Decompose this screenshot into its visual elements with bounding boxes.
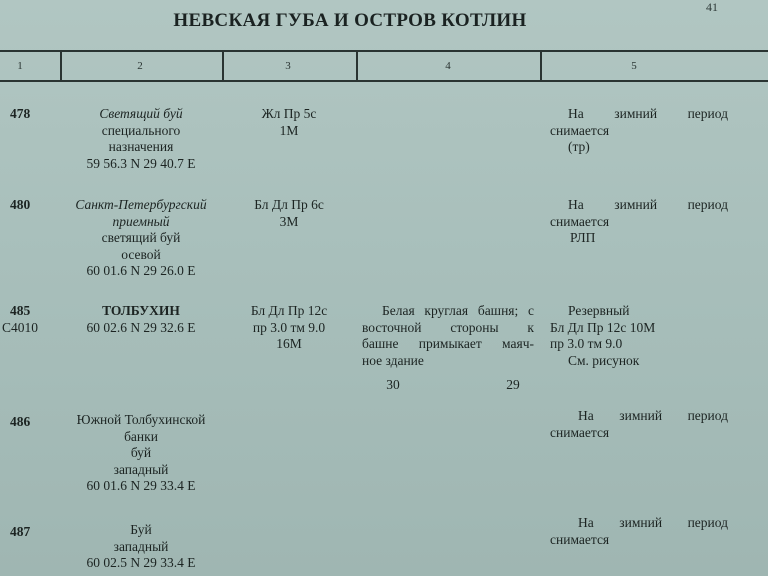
entry-coords: 59 56.3 N 29 40.7 E bbox=[86, 155, 196, 171]
column-header-3: 3 bbox=[285, 60, 291, 72]
entry-name-line: банки bbox=[124, 428, 158, 444]
entry-number: 480 bbox=[10, 197, 31, 212]
entry-name bbox=[60, 197, 222, 280]
entry-name-line: Светящий буй bbox=[99, 106, 183, 121]
entry-number: 487 bbox=[10, 524, 31, 539]
column-header-1: 1 bbox=[17, 60, 23, 72]
entry-number: 485 bbox=[10, 303, 31, 318]
notes-line: снимается bbox=[550, 122, 610, 138]
notes-line: (тр) bbox=[568, 139, 590, 154]
entry-coords: 60 02.6 N 29 32.6 E bbox=[86, 319, 196, 335]
header-top-rule bbox=[0, 50, 768, 52]
notes-line: Бл Дл Пр 12с 10М bbox=[550, 319, 656, 335]
entry-coords: 60 01.6 N 29 26.0 E bbox=[86, 263, 196, 278]
description-line: ное здание bbox=[362, 352, 424, 368]
light-characteristics bbox=[222, 106, 356, 139]
entry-name-line: западный bbox=[113, 538, 169, 554]
notes-line: снимается bbox=[550, 424, 610, 440]
entry-name-line: буй bbox=[130, 445, 152, 460]
notes-line: снимается bbox=[550, 531, 610, 547]
notes-line: снимается bbox=[550, 213, 610, 229]
entry-coords: 60 02.5 N 29 33.4 E bbox=[86, 555, 196, 570]
notes bbox=[550, 408, 728, 441]
column-header-4: 4 bbox=[445, 60, 451, 72]
entry-name bbox=[60, 106, 222, 172]
entry-code: C4010 bbox=[2, 320, 39, 335]
entry-name-line: осевой bbox=[121, 246, 161, 262]
notes-line: На зимний период bbox=[568, 197, 728, 212]
notes-line: На зимний период bbox=[578, 515, 728, 530]
description-line: Белая круглая башня; с bbox=[382, 303, 534, 318]
notes bbox=[550, 106, 728, 156]
height-above-sea: 29 bbox=[506, 377, 520, 392]
entry-name-line: западный bbox=[113, 461, 169, 477]
description-line: башне примыкает маяч- bbox=[362, 336, 534, 351]
notes-line: На зимний период bbox=[578, 408, 728, 423]
header-bottom-rule bbox=[0, 80, 768, 82]
entry-name-line: специального bbox=[101, 122, 181, 138]
page-title: НЕВСКАЯ ГУБА И ОСТРОВ КОТЛИН bbox=[173, 10, 527, 31]
light-line: 3М bbox=[279, 213, 299, 229]
light-characteristics bbox=[222, 197, 356, 230]
notes-line: РЛП bbox=[570, 230, 596, 245]
entry-name-line: Санкт-Петербургский bbox=[75, 197, 207, 212]
light-line: 16М bbox=[276, 336, 302, 351]
light-line: Жл Пр 5с bbox=[261, 106, 317, 121]
light-line: 1М bbox=[279, 122, 299, 138]
height-above-ground: 30 bbox=[386, 377, 400, 392]
notes-line: пр 3.0 тм 9.0 bbox=[550, 336, 623, 351]
entry-name-line: Южной Толбухинской bbox=[76, 412, 206, 427]
column-divider bbox=[60, 50, 62, 82]
entry-name-line: ТОЛБУХИН bbox=[102, 303, 180, 318]
notes bbox=[550, 303, 728, 369]
entry-name-line: Буй bbox=[130, 522, 152, 537]
description-line: восточной стороны к bbox=[362, 319, 534, 335]
entry-name-line: назначения bbox=[108, 139, 174, 154]
notes bbox=[550, 197, 728, 247]
notes-line: На зимний период bbox=[568, 106, 728, 121]
notes-line: См. рисунок bbox=[568, 352, 640, 368]
page-number: 41 bbox=[706, 0, 718, 14]
entry-name bbox=[60, 303, 222, 336]
entry-name bbox=[60, 522, 222, 572]
light-line: пр 3.0 тм 9.0 bbox=[252, 319, 326, 335]
entry-number: 486 bbox=[10, 414, 31, 429]
column-header-2: 2 bbox=[137, 60, 143, 72]
column-divider bbox=[222, 50, 224, 82]
light-line: Бл Дл Пр 12с bbox=[250, 303, 328, 318]
notes bbox=[550, 515, 728, 548]
column-header-5: 5 bbox=[631, 60, 637, 72]
notes-line: Резервный bbox=[568, 303, 630, 318]
entry-name-line: приемный bbox=[112, 213, 170, 229]
entry-number: 478 bbox=[10, 106, 31, 121]
structure-description bbox=[362, 303, 534, 369]
light-line: Бл Дл Пр 6с bbox=[254, 197, 324, 212]
entry-name-line: светящий буй bbox=[101, 230, 181, 245]
entry-coords: 60 01.6 N 29 33.4 E bbox=[86, 478, 196, 493]
column-divider bbox=[356, 50, 358, 82]
entry-name bbox=[60, 412, 222, 495]
column-divider bbox=[540, 50, 542, 82]
light-characteristics bbox=[222, 303, 356, 353]
